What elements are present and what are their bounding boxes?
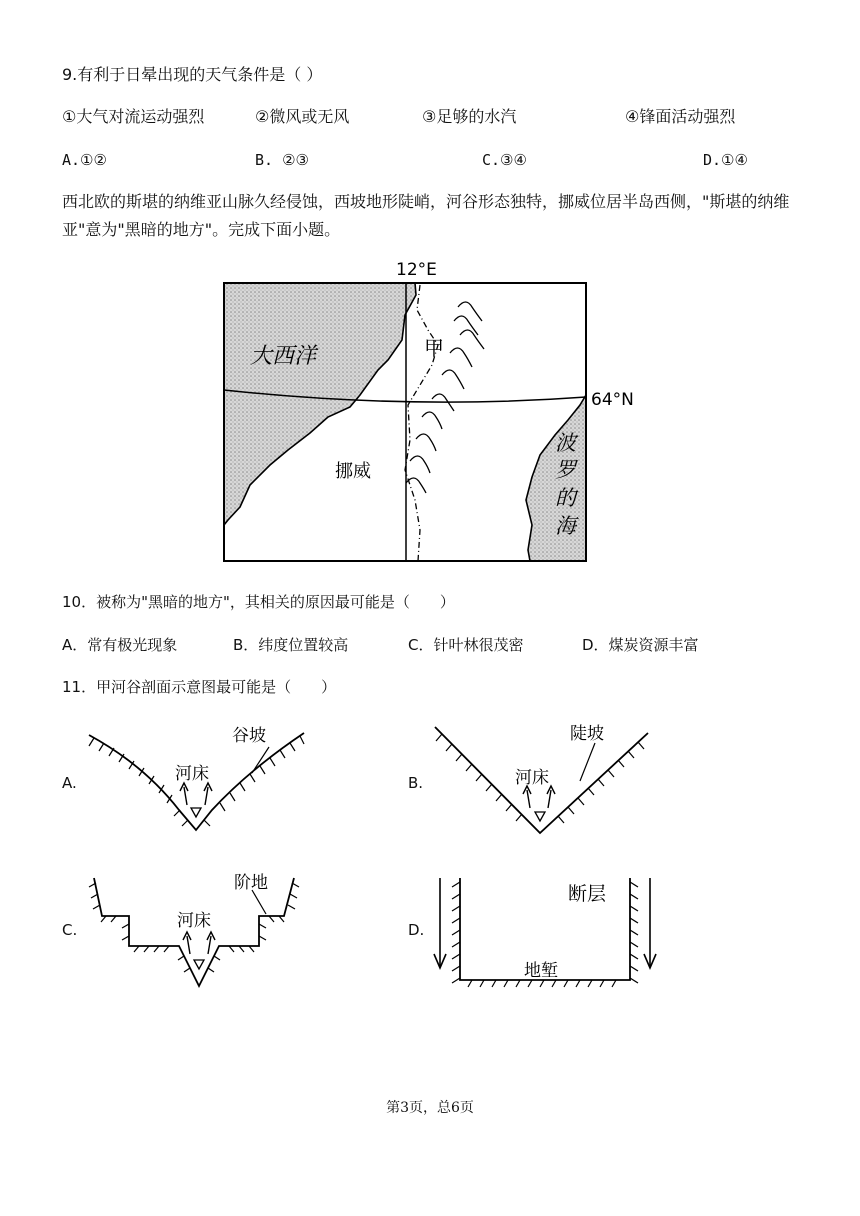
valley-diagram-a	[84, 715, 309, 845]
q9-condition-4: ④锋面活动强烈	[625, 107, 736, 126]
sea-label-4: 海	[555, 514, 576, 538]
scandinavia-map	[210, 255, 634, 570]
border-line	[405, 285, 438, 561]
sea-label-3: 的	[555, 486, 576, 510]
q9-option-d: D.①④	[703, 151, 748, 169]
sea-label-1: 波	[555, 431, 576, 455]
country-label: 挪威	[335, 461, 371, 482]
q10-option-b: B．纬度位置较高	[233, 636, 349, 654]
riverbed-label: 河床	[175, 764, 209, 784]
sea-label-2: 罗	[555, 458, 576, 482]
mountain-symbols	[406, 302, 484, 493]
q11-stem: 11．甲河谷剖面示意图最可能是（ ）	[62, 678, 337, 696]
atlantic-ocean-area	[224, 283, 416, 525]
q9-condition-3: ③足够的水汽	[422, 107, 517, 126]
latitude-label: 64°N	[591, 390, 634, 410]
passage-intro: 西北欧的斯堪的纳维亚山脉久经侵蚀，西坡地形陡峭，河谷形态独特，挪威位居半岛西侧，"斯堪的纳维亚"意为"黑暗的地方"。完成下面小题。	[62, 192, 790, 239]
q9-option-a: A.①②	[62, 151, 107, 169]
q11-letter-b: B.	[408, 774, 424, 792]
q11-letter-a: A.	[62, 774, 77, 792]
q10-stem: 10．被称为"黑暗的地方"，其相关的原因最可能是（ ）	[62, 593, 455, 611]
q9-option-c: C.③④	[482, 151, 527, 169]
riverbed-label: 河床	[177, 911, 211, 931]
q11-letter-d: D.	[408, 921, 425, 939]
q11-letter-c: C.	[62, 921, 78, 939]
q9-condition-2: ②微风或无风	[255, 107, 350, 126]
graben-diagram-d	[428, 868, 663, 993]
riverbed-label: 河床	[515, 768, 549, 788]
q9-stem: 9.有利于日晕出现的天气条件是（ ）	[62, 65, 323, 84]
page-footer: 第3页，总6页	[386, 1100, 474, 1116]
q9-condition-1: ①大气对流运动强烈	[62, 107, 205, 126]
q10-option-a: A．常有极光现象	[62, 636, 178, 654]
longitude-label: 12°E	[396, 260, 437, 280]
terrace-label: 阶地	[234, 873, 268, 893]
point-label-jia: 甲	[424, 336, 444, 360]
valley-diagram-b	[430, 715, 660, 845]
graben-label: 地堑	[524, 961, 558, 981]
q10-option-d: D．煤炭资源丰富	[582, 636, 699, 654]
q10-option-c: C．针叶林很茂密	[408, 636, 524, 654]
valley-diagram-c	[84, 868, 314, 998]
slope-label: 陡坡	[570, 724, 604, 744]
slope-label: 谷坡	[232, 726, 266, 746]
q9-option-b: B. ②③	[255, 151, 309, 169]
fault-label: 断层	[568, 883, 607, 905]
ocean-label: 大西洋	[250, 344, 317, 369]
